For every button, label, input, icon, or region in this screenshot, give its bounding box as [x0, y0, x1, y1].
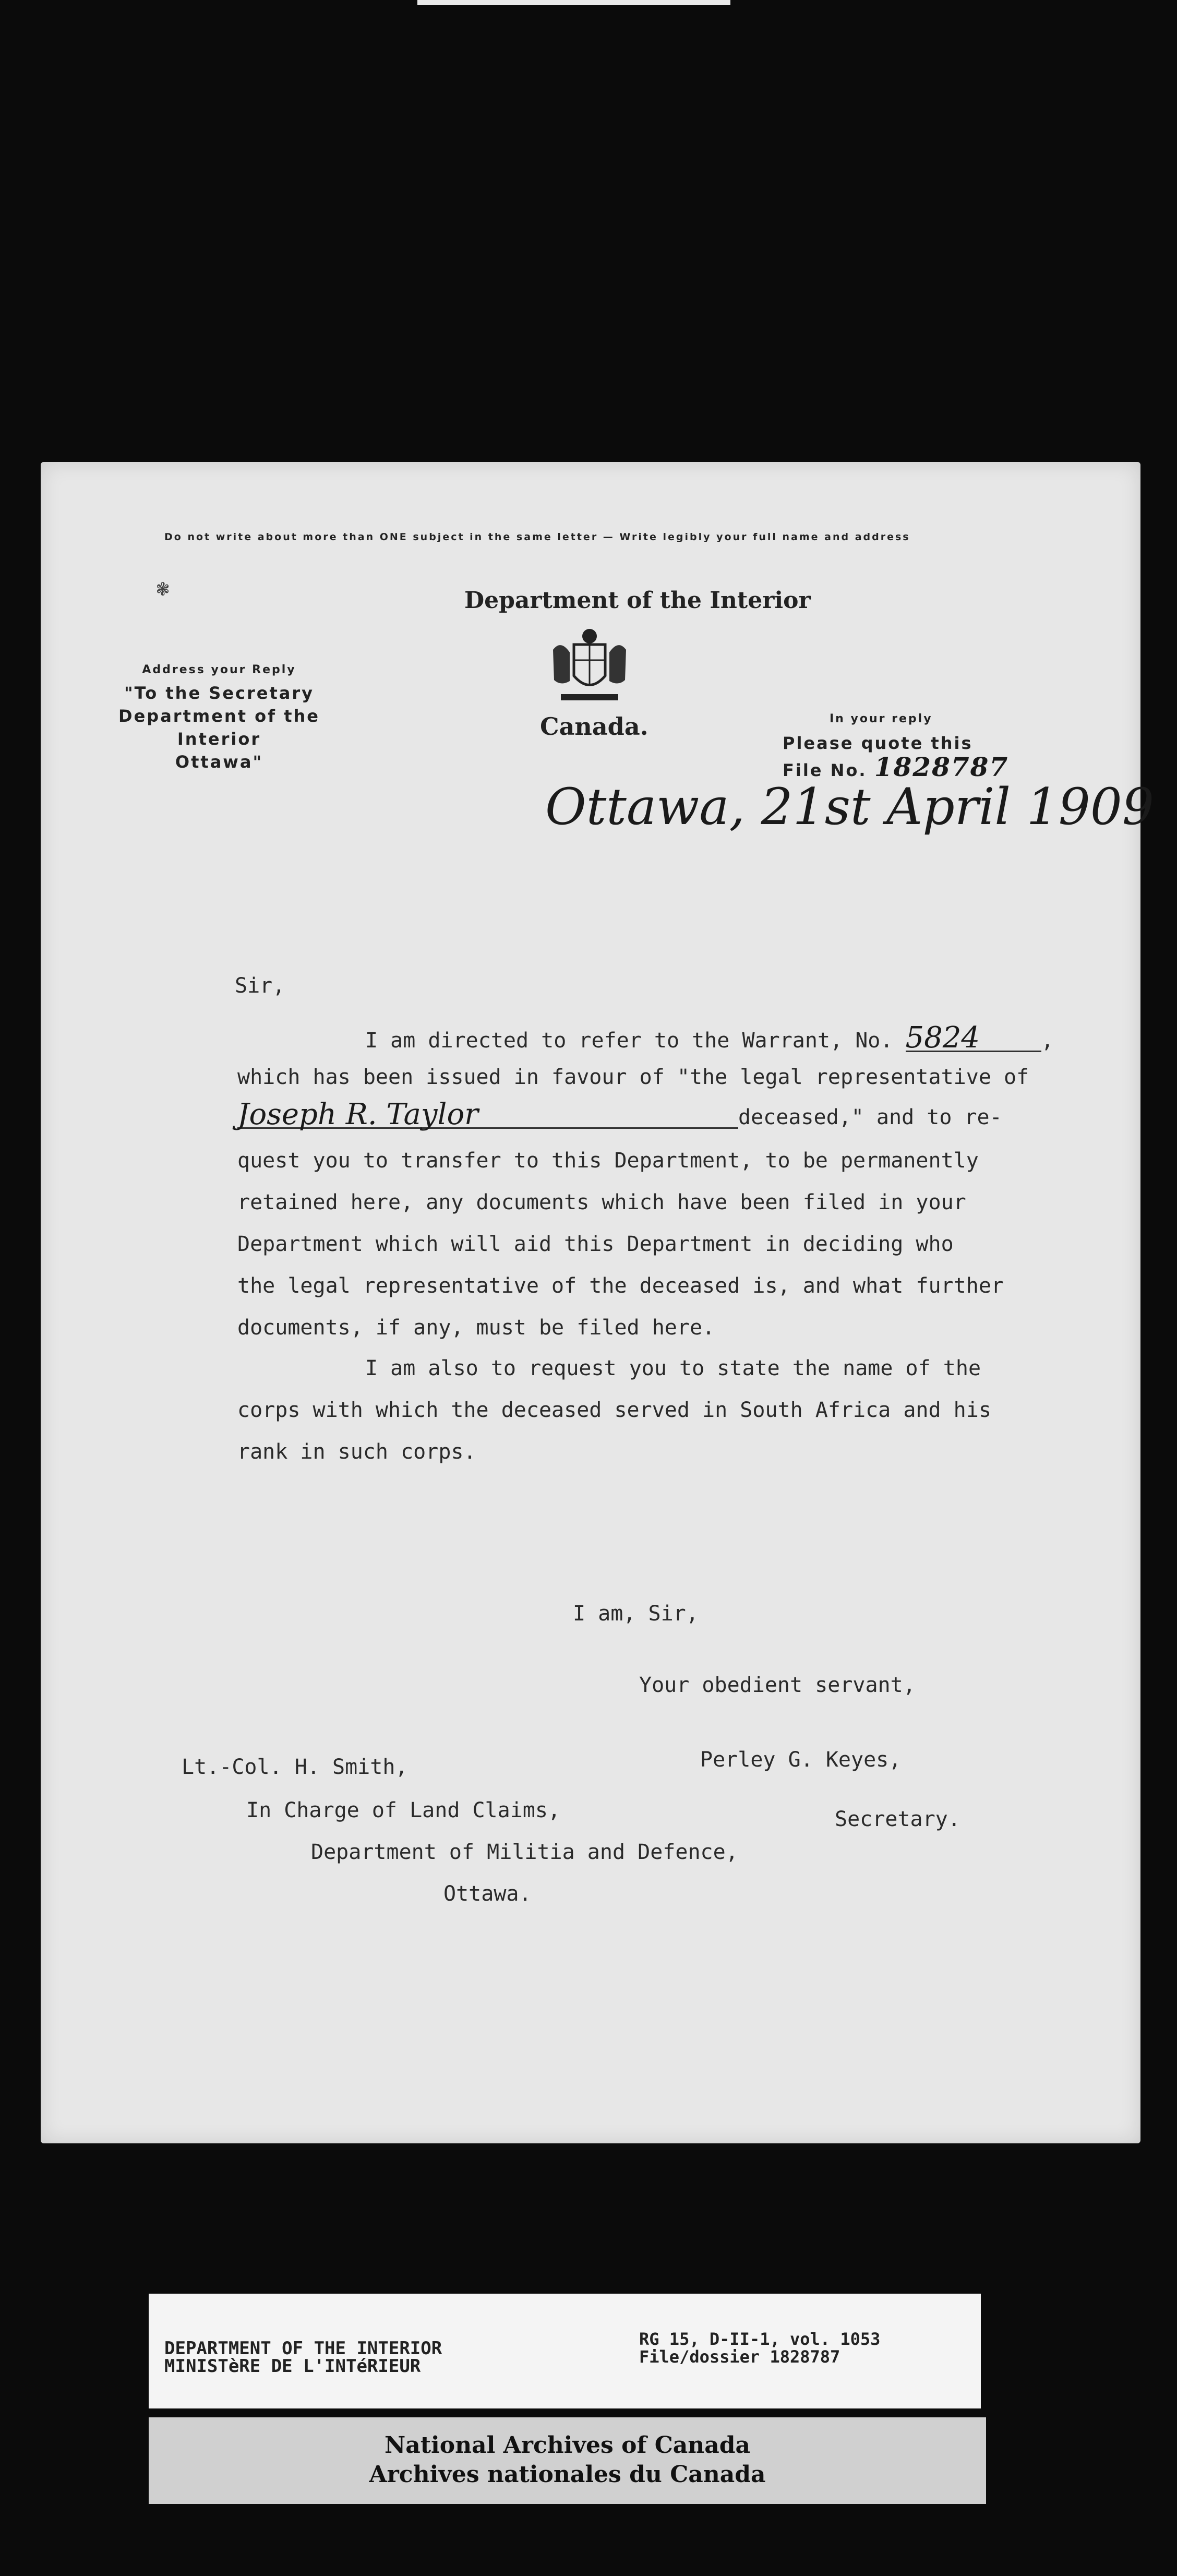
body-line: I am also to request you to state the name of the: [365, 1356, 981, 1380]
letterhead-note: Do not write about more than ONE subject in the same letter — Write legibly your full name and address: [164, 531, 910, 543]
date-line: Ottawa, 21st April 1909: [545, 778, 1154, 836]
quote-this-label: Please quote this: [783, 733, 973, 753]
reply-address-line1: Address your Reply: [142, 663, 296, 676]
reply-address-block: [78, 659, 360, 773]
archive-reference-label: [149, 2294, 981, 2408]
body-line: documents, if any, must be filed here.: [237, 1316, 715, 1340]
reply-address-line2: "To the Secretary: [124, 683, 315, 703]
closing-line: I am, Sir,: [573, 1602, 699, 1626]
dept-fr: MINISTèRE DE L'INTéRIEUR: [164, 2356, 421, 2377]
body-text-span: I am directed to refer to the Warrant, No.: [365, 1029, 893, 1053]
film-edge: [417, 0, 730, 5]
salutation: Sir,: [235, 974, 285, 998]
reply-address-line3: Department of the Interior: [118, 706, 320, 749]
body-line: quest you to transfer to this Department, to be permanently: [237, 1149, 979, 1173]
body-line: rank in such corps.: [237, 1440, 476, 1464]
recipient-line: Lt.-Col. H. Smith,: [182, 1755, 408, 1779]
archives-fr: Archives nationales du Canada: [369, 2461, 766, 2488]
deceased-name: Joseph R. Taylor: [237, 1102, 738, 1129]
signer-title: Secretary.: [835, 1807, 960, 1831]
coat-of-arms-icon: [537, 624, 642, 712]
recipient-line: In Charge of Land Claims,: [246, 1798, 561, 1822]
reply-address-line4: Ottawa": [175, 752, 263, 772]
crest-country: Canada.: [540, 712, 648, 741]
quote-file-block: [783, 707, 1008, 782]
recipient-line: Department of Militia and Defence,: [311, 1840, 738, 1864]
body-line: which has been issued in favour of "the legal representative of: [237, 1065, 1029, 1089]
body-line: corps with which the deceased served in South Africa and his: [237, 1398, 991, 1422]
archives-stamp: [149, 2417, 986, 2504]
file-no-label: File No.: [783, 760, 867, 780]
archives-en: National Archives of Canada: [384, 2432, 750, 2459]
file-no-value: 1828787: [874, 752, 1009, 782]
warrant-number: 5824: [906, 1025, 1041, 1052]
body-line: [237, 1098, 1002, 1131]
archive-file: File/dossier 1828787: [639, 2347, 840, 2367]
closing-line: Your obedient servant,: [639, 1673, 916, 1697]
recipient-line: Ottawa.: [443, 1882, 532, 1906]
signer-name: Perley G. Keyes,: [700, 1748, 902, 1772]
archive-ref: RG 15, D-II-1, vol. 1053: [639, 2329, 881, 2349]
body-text-span: deceased," and to re-: [738, 1105, 1002, 1129]
ink-mark: ❃: [157, 577, 170, 601]
body-line: Department which will aid this Department in deciding who: [237, 1232, 954, 1256]
dept-en: DEPARTMENT OF THE INTERIOR: [164, 2338, 442, 2359]
body-line: I am directed to refer to the Warrant, No. 5824 ,: [365, 1021, 1054, 1055]
body-line: the legal representative of the deceased is, and what further: [237, 1274, 1004, 1298]
body-line: retained here, any documents which have been filed in your: [237, 1190, 966, 1214]
in-reply-label: In your reply: [830, 712, 933, 725]
crest-title: Department of the Interior: [464, 587, 811, 614]
